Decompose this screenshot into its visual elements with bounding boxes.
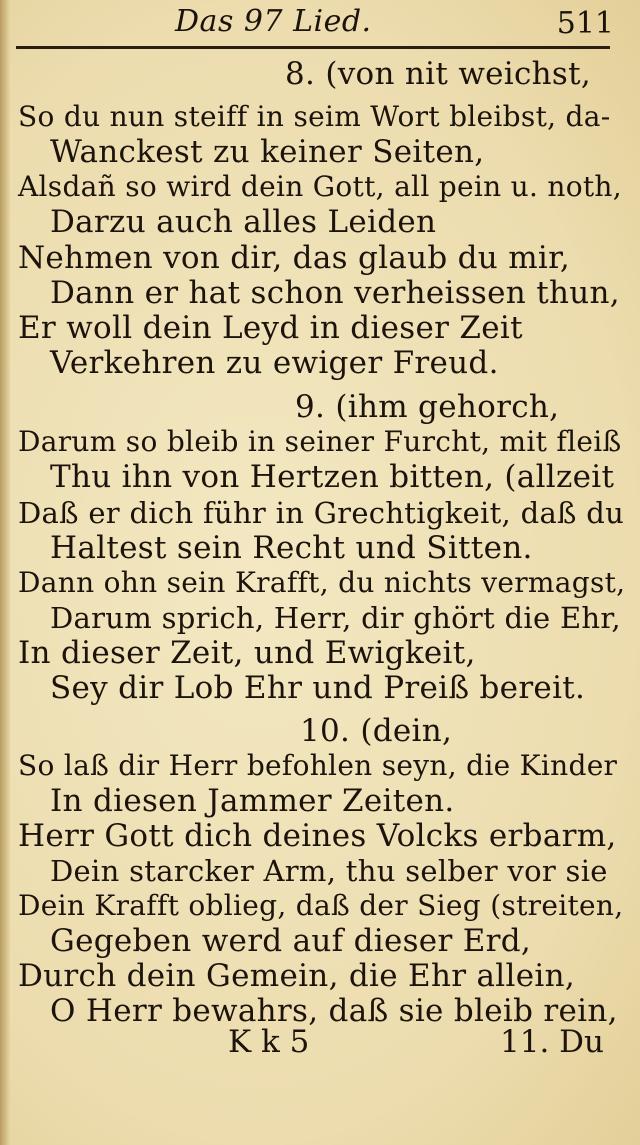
verse-line: Nehmen von dir, das glaub du mir,: [18, 240, 571, 276]
verse-line: Dein starcker Arm, thu selber vor sie: [50, 854, 608, 888]
page-number: 511: [556, 6, 614, 41]
verse-line: So du nun steiff in seim Wort bleibst, da-: [18, 100, 611, 133]
verse-line: Darum sprich, Herr, dir ghört die Ehr,: [50, 601, 621, 635]
catchword: 11. Du: [500, 1024, 604, 1060]
verse-line: O Herr bewahrs, daß sie bleib rein,: [50, 993, 618, 1029]
verse-line: Gegeben werd auf dieser Erd,: [50, 923, 532, 959]
page-gutter: [0, 0, 10, 1145]
verse-line: Darzu auch alles Leiden: [50, 204, 437, 240]
verse-line: In dieser Zeit, und Ewigkeit,: [18, 635, 476, 671]
verse-line: Haltest sein Recht und Sitten.: [50, 530, 533, 566]
verse-line: Alsdañ so wird dein Gott, all pein u. noth,: [18, 170, 622, 203]
header-rule: [16, 46, 610, 49]
verse-line: Darum so bleib in seiner Furcht, mit fleiß: [18, 425, 622, 458]
verse-line: Thu ihn von Hertzen bitten, (allzeit: [50, 459, 615, 495]
verse-number: 10. (dein,: [300, 713, 453, 749]
verse-line: Durch dein Gemein, die Ehr allein,: [18, 958, 575, 994]
verse-line: Verkehren zu ewiger Freud.: [50, 345, 499, 381]
verse-line: In diesen Jammer Zeiten.: [50, 783, 455, 819]
running-title: Das 97 Lied.: [175, 4, 372, 39]
verse-line: Dann ohn sein Krafft, du nichts vermagst,: [18, 566, 626, 599]
verse-line: So laß dir Herr befohlen seyn, die Kinder: [18, 749, 618, 782]
verse-line: Dein Krafft oblieg, daß der Sieg (streiten,: [18, 889, 624, 922]
verse-line: Dann er hat schon verheissen thun,: [50, 275, 620, 311]
verse-number: 8. (von nit weichst,: [285, 56, 592, 92]
signature-mark: K k 5: [228, 1024, 310, 1060]
verse-line: Herr Gott dich deines Volcks erbarm,: [18, 818, 617, 854]
verse-line: Er woll dein Leyd in dieser Zeit: [18, 310, 523, 346]
verse-line: Daß er dich führ in Grechtigkeit, daß du: [18, 496, 625, 530]
page-header: [0, 4, 640, 44]
verse-line: Wanckest zu keiner Seiten,: [50, 134, 485, 170]
verse-line: Sey dir Lob Ehr und Preiß bereit.: [50, 670, 586, 706]
verse-number: 9. (ihm gehorch,: [295, 389, 560, 425]
